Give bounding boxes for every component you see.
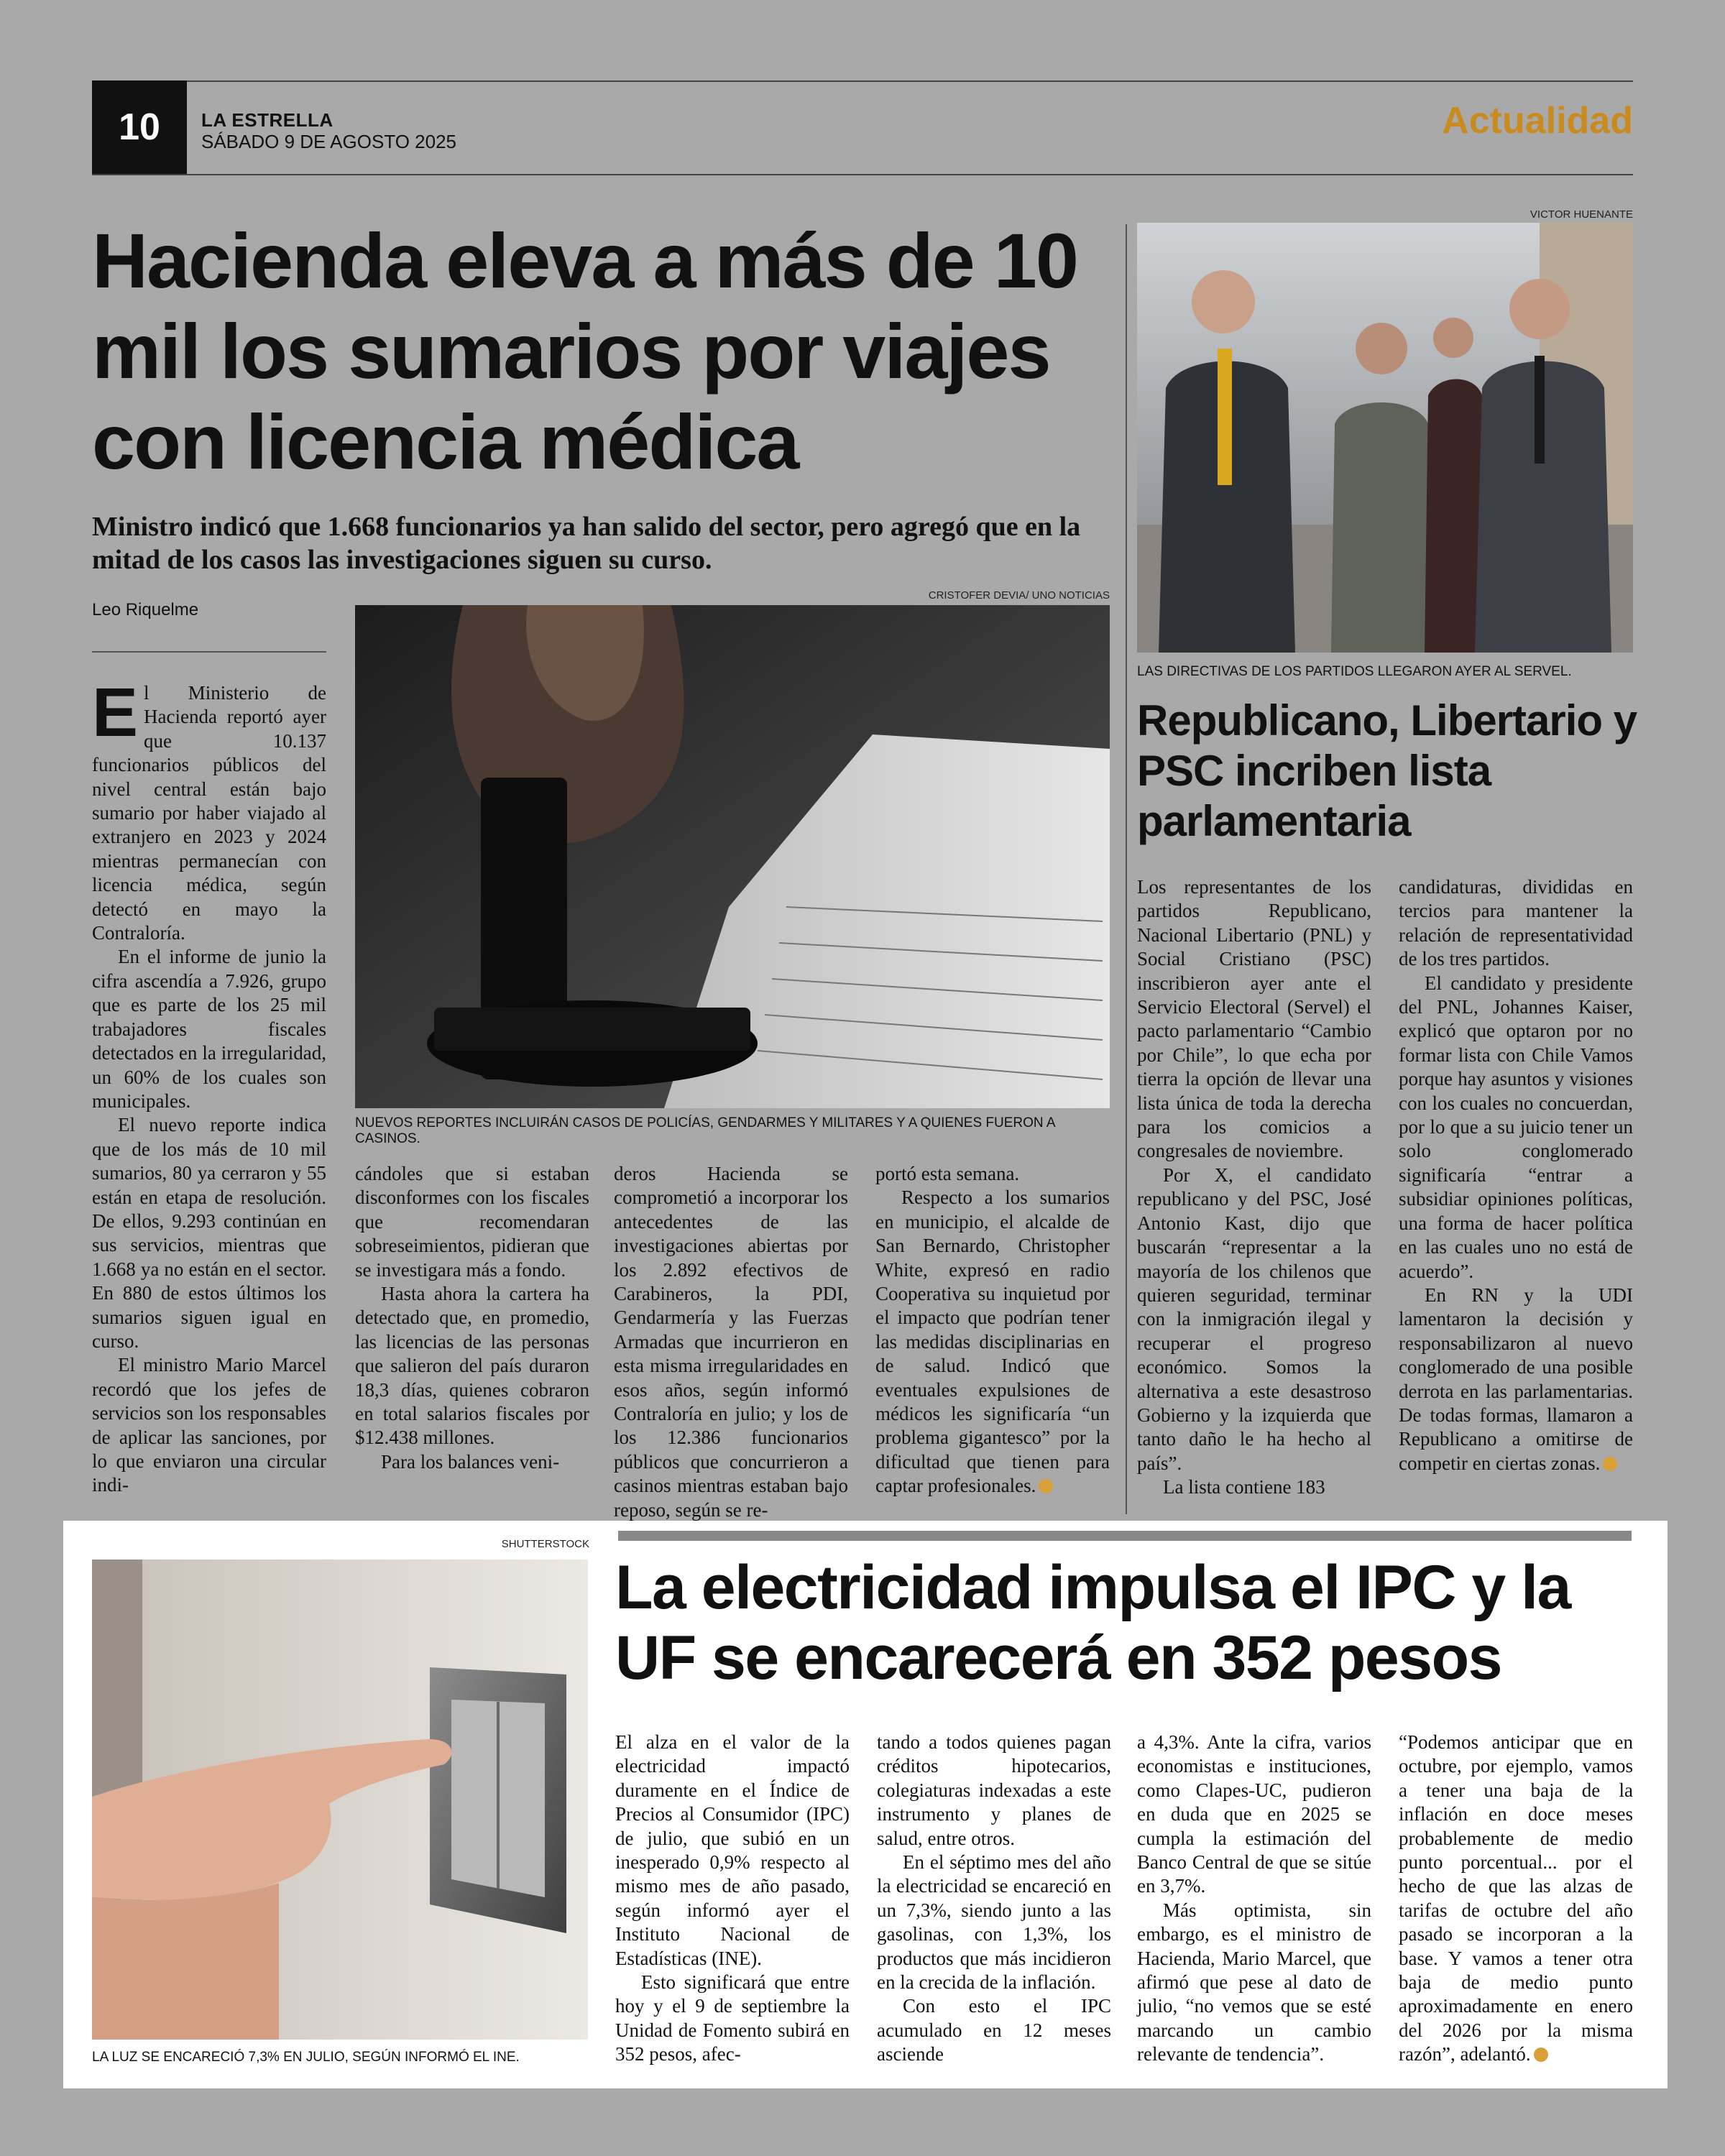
main-col1-p1: l Ministerio de Hacienda reportó ayer que 10.137 funcionarios públicos del nivel central están bajo sumario por haber viajado al extranjero en 2023 y 2024 mientras permanecían con licencia médica, según detectó en mayo la Contraloría. [92, 682, 326, 944]
side-photo-credit: VICTOR HUENANTE [1530, 208, 1633, 221]
main-col2-p3: Para los balances veni- [381, 1450, 560, 1473]
main-story-col3 [614, 1162, 848, 1522]
bottom-col1-p1: El alza en el valor de la electricidad impactó duramente en el Índice de Precios al Consumidor (IPC) de julio, que subió en un inesperado 0,9% respecto al mismo mes de año pasado, según informó ayer el Instituto Nacional de Estadísticas (INE). [615, 1731, 850, 1969]
main-col1-p4: El ministro Mario Marcel recordó que los jefes de servicios son los responsables de aplicar las sanciones, por lo que enviaron una circular indi- [92, 1354, 326, 1496]
main-col4-p1: portó esta semana. [875, 1163, 1020, 1184]
main-story-col1 [92, 674, 326, 1498]
side-headline: Republicano, Libertario y PSC incriben lista parlamentaria [1137, 696, 1637, 845]
bottom-col1-p2: Esto significará que entre hoy y el 9 de septiembre la Unidad de Fomento subirá en 352 pesos, afec- [615, 1971, 850, 2065]
end-mark-icon [1534, 2047, 1548, 2062]
side-col2-p1: candidaturas, divididas en tercios para mantener la relación de representatividad de los tres partidos. [1399, 876, 1633, 970]
main-col4-p2: Respecto a los sumarios en municipio, el alcalde de San Bernardo, Christopher White, expresó en radio Cooperativa su inquietud por el impacto que podrían tener las medidas disciplinarias en de salud. Indicó que eventuales expulsiones de médicos les significaría “un problema gigantesco” por la dificultad que tienen para captar profesionales. [875, 1187, 1110, 1497]
side-col2-p3: En RN y la UDI lamentaron la decisión y responsabilizaron al nuevo conglomerado de una posible derrota en las parlamentarias. De todas formas, llamaron a Republicano a omitirse de competir en ciertas zonas. [1399, 1284, 1633, 1474]
column-separator [1126, 224, 1127, 1514]
main-photo-credit: CRISTOFER DEVIA/ UNO NOTICIAS [928, 589, 1110, 602]
side-col1-p3: La lista contiene 183 [1163, 1476, 1325, 1498]
main-col1-p2: En el informe de junio la cifra ascendía a 7.926, grupo que es parte de los 25 mil trabajadores fiscales detectados en la irregularidad, un 60% de los cuales son municipales. [92, 946, 326, 1112]
bottom-story-col2 [877, 1731, 1111, 2067]
main-photo-caption: NUEVOS REPORTES INCLUIRÁN CASOS DE POLICÍAS, GENDARMES Y MILITARES Y A QUIENES FUERON A CASINOS. [355, 1115, 1055, 1146]
side-story-col1 [1137, 875, 1371, 1500]
bottom-photo-light-switch [92, 1560, 588, 2040]
main-col1-p3: El nuevo reporte indica que de los más de 10 mil sumarios, 80 ya cerraron y 55 están en etapa de resolución. De ellos, 9.293 continúan en sus servicios, mientras que 1.668 ya no están en el sector. En 880 de estos últimos los sumarios siguen igual en curso. [92, 1114, 326, 1352]
page-number: 10 [92, 80, 187, 174]
bottom-col2-p1: tando a todos quienes pagan créditos hipotecarios, colegiaturas indexadas a este instrumento y planes de salud, entre otros. [877, 1731, 1111, 1849]
dropcap: E [92, 674, 139, 751]
main-story-col4 [875, 1162, 1110, 1498]
main-col2-p2: Hasta ahora la cartera ha detectado que, en promedio, las licencias de las personas que salieron del país duraron 18,3 días, quienes cobraron en total salarios fiscales por $12.438 millones. [355, 1283, 589, 1449]
bottom-story-col4 [1399, 1731, 1633, 2067]
bottom-story-col3 [1137, 1731, 1371, 2067]
bottom-story-topbar [618, 1531, 1632, 1541]
bottom-photo-credit: SHUTTERSTOCK [501, 1538, 589, 1550]
side-photo-politicians [1137, 223, 1633, 653]
byline-rule [92, 651, 326, 653]
main-photo-stamp [355, 605, 1110, 1108]
issue-date: SÁBADO 9 DE AGOSTO 2025 [201, 131, 457, 152]
byline: Leo Riquelme [92, 600, 199, 619]
side-photo-caption: LAS DIRECTIVAS DE LOS PARTIDOS LLEGARON AYER AL SERVEL. [1137, 664, 1572, 679]
stamp-illustration [355, 605, 1110, 1108]
masthead-rule [92, 174, 1633, 175]
bottom-photo-caption: LA LUZ SE ENCARECIÓ 7,3% EN JULIO, SEGÚN INFORMÓ EL INE. [92, 2050, 520, 2065]
main-headline: Hacienda eleva a más de 10 mil los sumarios por viajes con licencia médica [92, 217, 1077, 485]
top-rule [92, 80, 1633, 82]
main-story-col2 [355, 1162, 589, 1474]
side-story-col2 [1399, 875, 1633, 1475]
side-col1-p1: Los representantes de los partidos Republicano, Nacional Libertario (PNL) y Social Cristiano (PSC) inscribieron ayer ante el Servicio Electoral (Servel) el pacto parlamentario “Cambio por Chile”, lo que echa por tierra la opción de llevar una lista única de toda la derecha para los comicios a congresales de noviembre. [1137, 876, 1371, 1162]
main-col2-p1: cándoles que si estaban disconformes con los fiscales que recomendaran sobreseimientos, pidieran que se investigara más a fondo. [355, 1163, 589, 1281]
bottom-headline: La electricidad impulsa el IPC y la UF se encarecerá en 352 pesos [615, 1553, 1570, 1692]
group-photo-illustration [1137, 223, 1633, 653]
bottom-col3-p1: a 4,3%. Ante la cifra, varios economistas e instituciones, como Clapes-UC, pudieron en duda que en 2025 se cumpla la estimación del Banco Central de que se sitúe en 3,7%. [1137, 1731, 1371, 1897]
bottom-story-col1 [615, 1731, 850, 2067]
main-col3-p1: deros Hacienda se comprometió a incorporar los antecedentes de las investigaciones abiertas por los 2.892 efectivos de Carabineros, la PDI, Gendarmería y las Fuerzas Armadas que incurrieron en esta misma irregularidades en esos años, según informó Contraloría en julio; y los de los 12.386 funcionarios públicos que concurrieron a casinos mientras estaban bajo reposo, según se re- [614, 1163, 848, 1521]
end-mark-icon [1603, 1457, 1617, 1471]
end-mark-icon [1039, 1479, 1053, 1493]
side-col2-p2: El candidato y presidente del PNL, Johannes Kaiser, explicó que optaron por no formar lista con Chile Vamos porque hay asuntos y visiones con los cuales no concuerdan, por lo que a su juicio tener un solo conglomerado significaría “entrar a subsidiar opiniones políticas, una forma de hacer política en las cuales uno no está de acuerdo”. [1399, 972, 1633, 1282]
light-switch-illustration [92, 1560, 588, 2040]
section-label: Actualidad [1442, 100, 1633, 142]
newspaper-name: LA ESTRELLA [201, 109, 334, 131]
bottom-col2-p2: En el séptimo mes del año la electricidad se encareció en un 7,3%, siendo junto a las gasolinas, con 1,3%, los productos que más incidieron en la crecida de la inflación. [877, 1851, 1111, 1994]
bottom-col4-p1: “Podemos anticipar que en octubre, por ejemplo, vamos a tener una baja de la inflación en doce meses probablemente de medio punto porcentual... por el hecho de que las alzas de tarifas de octubre del año pasado se incorporan a la base. Y vamos a tener otra baja de medio punto aproximadamente en enero del 2026 por la misma razón”, adelantó. [1399, 1731, 1633, 2065]
bottom-col2-p3: Con esto el IPC acumulado en 12 meses asciende [877, 1995, 1111, 2065]
side-col1-p2: Por X, el candidato republicano y del PSC, José Antonio Kast, dijo que buscarán “representar a la mayoría de los chilenos que quieren seguridad, terminar con la inmigración ilegal y recuperar el progreso económico. Somos la alternativa a este desastroso Gobierno y la izquierda que tanto daño le ha hecho al país”. [1137, 1164, 1371, 1474]
bottom-col3-p2: Más optimista, sin embargo, es el ministro de Hacienda, Mario Marcel, que afirmó que pese al dato de julio, “no vemos que se esté marcando un cambio relevante de tendencia”. [1137, 1899, 1371, 2065]
main-subheadline: Ministro indicó que 1.668 funcionarios ya han salido del sector, pero agregó que en la mitad de los casos las investigaciones siguen su curso. [92, 512, 1081, 575]
